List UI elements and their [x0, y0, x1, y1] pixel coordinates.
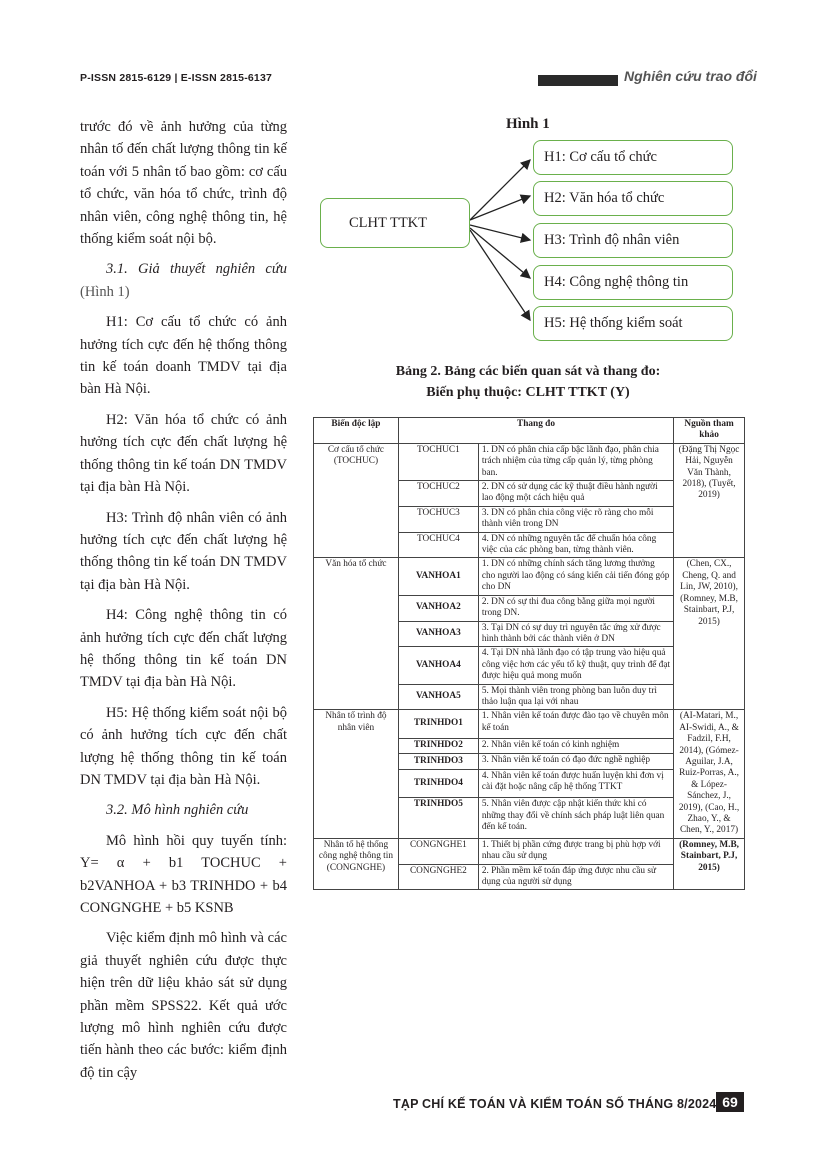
hypothesis-2: H2: Văn hóa tổ chức có ảnh hưởng tích cực đến chất lượng hệ thống thông tin kế toán DN TMDV tại địa bàn Hà Nội.	[80, 411, 287, 496]
code-cell: TRINHDO3	[398, 754, 478, 770]
page-number: 69	[716, 1092, 744, 1112]
source-cell: (Romney, M.B, Stainbart, P.J, 2015)	[674, 838, 745, 890]
code-cell: CONGNGHE2	[398, 864, 478, 890]
table-row	[314, 838, 745, 864]
item-cell: 3. Tại DN có sự duy trì nguyên tắc ứng xử được hình thành bởi các thành viên ở DN	[478, 621, 673, 647]
source-cell: (Chen, CX., Cheng, Q. and Lin, JW, 2010), (Romney, M.B, Stainbart, P.J, 2015)	[674, 558, 745, 710]
table-header-row	[314, 418, 745, 444]
section-3-1-title: 3.1. Giả thuyết nghiên cứu	[106, 261, 287, 278]
item-cell: 5. Nhân viên được cập nhật kiến thức khi có những thay đổi về chính sách pháp luật liên quan đến kế toán.	[478, 798, 673, 839]
section-3-1-ref: (Hình 1)	[80, 283, 130, 300]
section-3-2-heading: 3.2. Mô hình nghiên cứu	[106, 802, 249, 819]
hypothesis-4: H4: Công nghệ thông tin có ảnh hưởng tích cực đến chất lượng hệ thống thông tin kế toán DN TMDV tại địa bàn Hà Nội.	[80, 607, 287, 691]
code-cell: VANHOA3	[398, 621, 478, 647]
item-cell: 2. Nhân viên kế toán có kinh nghiệm	[478, 738, 673, 754]
code-cell: TRINHDO1	[398, 710, 478, 738]
arrow-h1	[470, 160, 530, 220]
item-cell: 2. DN có sử dụng các kỹ thuật điều hành người lao động một cách hiệu quả	[478, 481, 673, 507]
item-cell: 2. DN có sự thi đua công bằng giữa mọi người trong DN.	[478, 595, 673, 621]
group-name: Nhân tố trình độ nhân viên	[314, 710, 399, 838]
issn-line: P-ISSN 2815-6129 | E-ISSN 2815-6137	[80, 72, 273, 84]
header-scale: Thang đo	[398, 418, 673, 444]
h2-node: H2: Văn hóa tổ chức	[533, 181, 733, 216]
section-title: Nghiên cứu trao đổi	[624, 68, 757, 84]
code-cell: VANHOA2	[398, 595, 478, 621]
arrow-h5	[470, 230, 530, 320]
table-caption-2: Biến phụ thuộc: CLHT TTKT (Y)	[426, 385, 630, 400]
hypothesis-3: H3: Trình độ nhân viên có ảnh hưởng tích cực đến chất lượng hệ thống thông tin kế toán DN TMDV tại địa bàn Hà Nội.	[80, 509, 287, 593]
item-cell: 1. DN có phân chia cấp bậc lãnh đạo, phân chia trách nhiệm của từng cấp quản lý, từng phòng ban.	[478, 443, 673, 480]
table-row	[314, 710, 745, 738]
item-cell: 1. DN có những chính sách tăng lương thưởng cho người lao động có sáng kiến cải tiến đóng góp cho DN	[478, 558, 673, 595]
item-cell: 1. Thiết bị phần cứng được trang bị phù hợp với nhau cầu sử dụng	[478, 838, 673, 864]
journal-footer: TẠP CHÍ KẾ TOÁN VÀ KIỂM TOÁN SỐ THÁNG 8/2024	[393, 1097, 717, 1111]
source-cell: (AI-Matari, M., AI-Swidi, A., & Fadzil, F.H, 2014), (Gómez-Aguilar, J.A, Ruiz-Porras, A., & López-Sánchez, J., 2019), (Cao, H., Zhao, Y., & Chen, Y., 2017)	[674, 710, 745, 838]
arrow-h2	[470, 196, 530, 220]
code-cell: TOCHUC4	[398, 532, 478, 558]
code-cell: TRINHDO2	[398, 738, 478, 754]
item-cell: 2. Phần mềm kế toán đáp ứng được nhu cầu sử dụng của người sử dụng	[478, 864, 673, 890]
item-cell: 3. DN có phân chia công việc rõ ràng cho mỗi thành viên trong DN	[478, 506, 673, 532]
table-row	[314, 443, 745, 480]
table-row	[314, 558, 745, 595]
section-3-1-heading	[80, 258, 287, 303]
figure-title: Hình 1	[506, 116, 550, 132]
variables-table	[313, 417, 745, 890]
model-equation: Mô hình hồi quy tuyến tính: Y= α + b1 TOCHUC + b2VANHOA + b3 TRINHDO + b4 CONGNGHE + b5 KSNB	[80, 832, 287, 916]
header-independent-var: Biến độc lập	[314, 418, 399, 444]
arrow-h3	[470, 225, 530, 240]
h1-node: H1: Cơ cấu tổ chức	[533, 140, 733, 175]
item-cell: 1. Nhân viên kế toán được đào tạo về chuyên môn kế toán	[478, 710, 673, 738]
header-bar	[538, 75, 618, 86]
code-cell: TRINHDO4	[398, 769, 478, 797]
item-cell: 4. Nhân viên kế toán được huấn luyện khi đơn vị cài đặt hoặc nâng cấp hệ thống TTKT	[478, 769, 673, 797]
h4-node: H4: Công nghệ thông tin	[533, 265, 733, 300]
code-cell: TRINHDO5	[398, 798, 478, 839]
item-cell: 3. Nhân viên kế toán có đạo đức nghề nghiệp	[478, 754, 673, 770]
hypothesis-5: H5: Hệ thống kiểm soát nội bộ có ảnh hưởng tích cực đến chất lượng hệ thống thông tin kế toán DN TMDV tại địa bàn Hà Nội.	[80, 704, 287, 788]
method-paragraph: Việc kiểm định mô hình và các giả thuyết nghiên cứu được thực hiện trên dữ liệu khảo sát sử dụng phần mềm SPSS22. Kết quả ước lượng mô hình nghiên cứu được tiến hành theo các bước: kiểm định độ tin cậy	[80, 930, 287, 1081]
h3-node: H3: Trình độ nhân viên	[533, 223, 733, 258]
code-cell: CONGNGHE1	[398, 838, 478, 864]
left-column	[80, 116, 287, 1084]
intro-paragraph: trước đó về ảnh hưởng của từng nhân tố đến chất lượng thông tin kế toán với 5 nhân tố bao gồm: cơ cấu tổ chức, văn hóa tổ chức, trình độ nhân viên, công nghệ thông tin, hệ thống kiểm soát nội bộ.	[80, 119, 287, 248]
center-node: CLHT TTKT	[320, 198, 470, 248]
source-cell: (Đặng Thị Ngọc Hải, Nguyễn Văn Thành, 2018), (Tuyết, 2019)	[674, 443, 745, 558]
code-cell: TOCHUC2	[398, 481, 478, 507]
h5-node: H5: Hệ thống kiểm soát	[533, 306, 733, 341]
item-cell: 4. Tại DN nhà lãnh đạo có tập trung vào hiệu quả công việc hơn các yếu tố kỹ thuật, quy trình để đạt được hiệu quả mong muốn	[478, 647, 673, 684]
item-cell: 4. DN có những nguyên tắc để chuẩn hóa công việc của các phòng ban, từng thành viên.	[478, 532, 673, 558]
header-source: Nguồn tham khảo	[674, 418, 745, 444]
item-cell: 5. Mọi thành viên trong phòng ban luôn duy trì thảo luận qua lại với nhau	[478, 684, 673, 710]
code-cell: VANHOA1	[398, 558, 478, 595]
code-cell: TOCHUC1	[398, 443, 478, 480]
group-name: Cơ cấu tổ chức (TOCHUC)	[314, 443, 399, 558]
group-name: Nhân tố hệ thống công nghệ thông tin (CONGNGHE)	[314, 838, 399, 890]
code-cell: VANHOA5	[398, 684, 478, 710]
code-cell: TOCHUC3	[398, 506, 478, 532]
group-name: Văn hóa tổ chức	[314, 558, 399, 710]
table-caption-1: Bảng 2. Bảng các biến quan sát và thang đo:	[395, 364, 661, 379]
hypothesis-1: H1: Cơ cấu tổ chức có ảnh hưởng tích cực đến hệ thống thông tin kế toán doanh TMDV tại địa bàn Hà Nội.	[80, 314, 287, 398]
arrow-h4	[470, 228, 530, 278]
code-cell: VANHOA4	[398, 647, 478, 684]
